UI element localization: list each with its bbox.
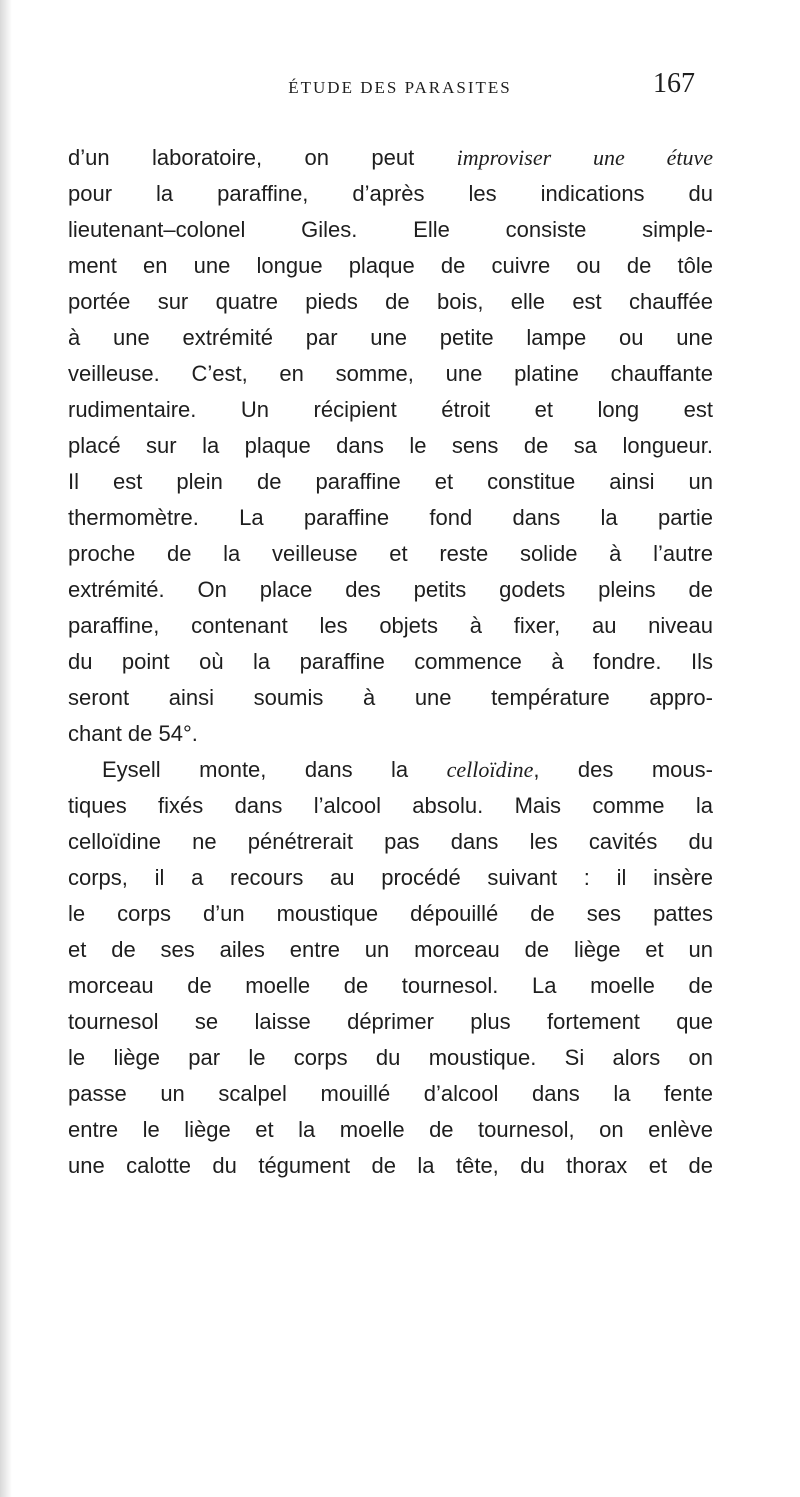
italic-run: celloïdine [446, 757, 534, 782]
text-line: thermomètre. La paraffine fond dans la partie [68, 505, 713, 530]
text-line: et de ses ailes entre un morceau de liège et un [68, 937, 713, 962]
text-line [68, 752, 713, 788]
text-line [68, 140, 713, 176]
text-line: chant de 54°. [68, 721, 198, 746]
text-line: extrémité. On place des petits godets pleins de [68, 577, 713, 602]
text-line: le liège par le corps du moustique. Si alors on [68, 1045, 713, 1070]
italic-run: improviser une étuve [456, 145, 713, 170]
text-line: du point où la paraffine commence à fondre. Ils [68, 649, 713, 674]
text-line: proche de la veilleuse et reste solide à l’autre [68, 541, 713, 566]
text-line: corps, il a recours au procédé suivant : il insère [68, 865, 713, 890]
text-line: tournesol se laisse déprimer plus fortement que [68, 1009, 713, 1034]
text-line: pour la paraffine, d’après les indications du [68, 181, 713, 206]
text-line: le corps d’un moustique dépouillé de ses pattes [68, 901, 713, 926]
text-line: entre le liège et la moelle de tournesol, on enlève [68, 1117, 713, 1142]
page-edge-shadow [0, 0, 12, 1497]
text-run: d’un laboratoire, on peut [68, 145, 457, 170]
text-line: morceau de moelle de tournesol. La moelle de [68, 973, 713, 998]
text-run: , des mous- [533, 757, 713, 782]
text-line: à une extrémité par une petite lampe ou une [68, 325, 713, 350]
text-line: lieutenant–colonel Giles. Elle consiste simple- [68, 217, 713, 242]
text-line: passe un scalpel mouillé d’alcool dans la fente [68, 1081, 713, 1106]
text-line: veilleuse. C’est, en somme, une platine chauffante [68, 361, 713, 386]
text-line: seront ainsi soumis à une température appro- [68, 685, 713, 710]
running-title: ÉTUDE DES PARASITES [288, 78, 512, 97]
text-run: Eysell monte, dans la [102, 757, 447, 782]
body-text [68, 140, 713, 1184]
text-line: celloïdine ne pénétrerait pas dans les cavités du [68, 829, 713, 854]
text-line: portée sur quatre pieds de bois, elle est chauffée [68, 289, 713, 314]
text-line: placé sur la plaque dans le sens de sa longueur. [68, 433, 713, 458]
text-line: rudimentaire. Un récipient étroit et long est [68, 397, 713, 422]
text-line: une calotte du tégument de la tête, du thorax et de [68, 1153, 713, 1178]
text-line: paraffine, contenant les objets à fixer, au niveau [68, 613, 713, 638]
text-line: ment en une longue plaque de cuivre ou de tôle [68, 253, 713, 278]
page-number: 167 [653, 68, 695, 99]
page-header [0, 64, 800, 104]
text-line: tiques fixés dans l’alcool absolu. Mais comme la [68, 793, 713, 818]
text-line: Il est plein de paraffine et constitue ainsi un [68, 469, 713, 494]
